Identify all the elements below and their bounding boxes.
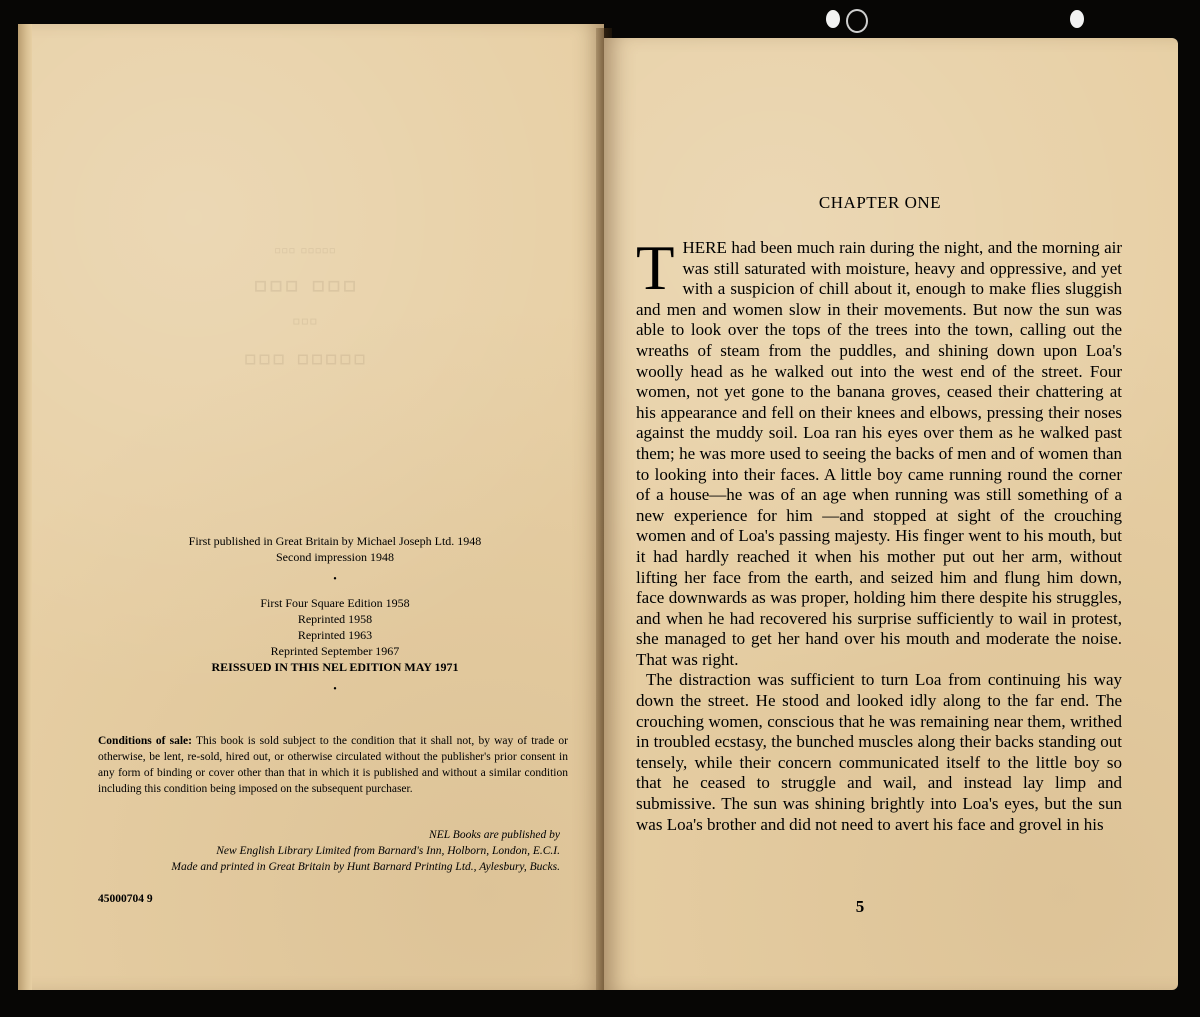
drop-cap: T	[636, 233, 675, 303]
imprint-block	[145, 533, 525, 705]
conditions-label: Conditions of sale:	[98, 735, 192, 747]
edition-line: Reprinted 1963	[297, 628, 373, 642]
edition-line: Reprinted September 1967	[270, 644, 400, 658]
chapter-body	[636, 233, 1122, 835]
conditions-of-sale	[98, 733, 568, 797]
isbn-number: 45000704 9	[98, 893, 153, 905]
paragraph	[636, 670, 1122, 835]
edition-line: First Four Square Edition 1958	[260, 596, 410, 610]
separator-dot: •	[333, 684, 337, 695]
scan-mark	[1070, 10, 1084, 28]
chapter-title: CHAPTER ONE	[818, 193, 942, 212]
editions-list	[145, 595, 525, 659]
publisher-line: Made and printed in Great Britain by Hunt Barnard Printing Ltd., Aylesbury, Bucks.	[171, 861, 560, 873]
scan-mark	[846, 9, 868, 33]
scanner-marks	[826, 6, 1200, 34]
reissued-line: REISSUED IN THIS NEL EDITION MAY 1971	[211, 660, 459, 674]
publisher-info	[98, 827, 560, 875]
page-number: 5	[855, 897, 865, 916]
separator-dot: •	[333, 574, 337, 585]
first-published-line: First published in Great Britain by Michael Joseph Ltd. 1948	[188, 534, 482, 548]
publisher-line: New English Library Limited from Barnard's Inn, Holborn, London, E.C.I.	[216, 845, 560, 857]
second-impression-line: Second impression 1948	[276, 550, 394, 564]
show-through-ghost-text: ▫▫▫ ▫▫▫▫▫ ▫▫▫ ▫▫▫ ▫▫▫ ▫▫▫ ▫▫▫▫▫	[243, 240, 367, 381]
paragraph	[636, 233, 1122, 670]
conditions-text: This book is sold subject to the condition that it shall not, by way of trade or otherwise, be lent, re-sold, hired out, or otherwise circulated without the publisher's prior consent in any form of binding or cover other than that in which it is published and without a similar condition including this condition being imposed on the subsequent purchaser.	[98, 735, 568, 795]
paragraph-text: HERE had been much rain during the night, and the morning air was still saturated with moisture, heavy and oppressive, and yet with a suspicion of chill about it, enough to make flies sluggish and men and women slow in their movements. But now the sun was able to look over the tops of the trees into the town, calling out the wreaths of steam from the puddles, and shining down upon Loa's woolly head as he walked out into the west end of the street. Four women, not yet gone to the banana groves, ceased their chattering at his appearance and fell on their knees and elbows, pressing their noses against the muddy soil. Loa ran his eyes over them as he walked past them; he was more used to seeing the backs of men and of women than to looking into their faces. A little boy came running round the corner of a house—he was of an age when running was still something of a new experience for him —and stopped at sight of the crouching women and of Loa's passing majesty. His finger went to his mouth, but it had hardly reached it when his mother put out her arm, without lifting her face from the earth, and seized him and flung him down, face downwards as was proper, holding him there despite his struggles, and when he had recovered his surprise sufficiently to wail in protest, she managed to get her hand over his mouth and moderate the noise. That was right.	[636, 238, 1122, 669]
edition-line: Reprinted 1958	[297, 612, 373, 626]
page-edge	[18, 24, 32, 990]
paragraph-text: The distraction was sufficient to turn Loa from continuing his way down the street. He stood and looked idly along to the far end. The crouching women, conscious that he was remaining near them, writhed in troubled ecstasy, the bunched muscles along their backs standing out tensely, while their concern communicated itself to the little boy so that he ceased to struggle and wail, and instead lay limp and submissive. The sun was shining brightly into Loa's eyes, but the sun was Loa's brother and did not need to avert his face and grovel in his	[636, 670, 1122, 834]
publisher-line: NEL Books are published by	[429, 829, 560, 841]
scan-mark	[826, 10, 840, 28]
